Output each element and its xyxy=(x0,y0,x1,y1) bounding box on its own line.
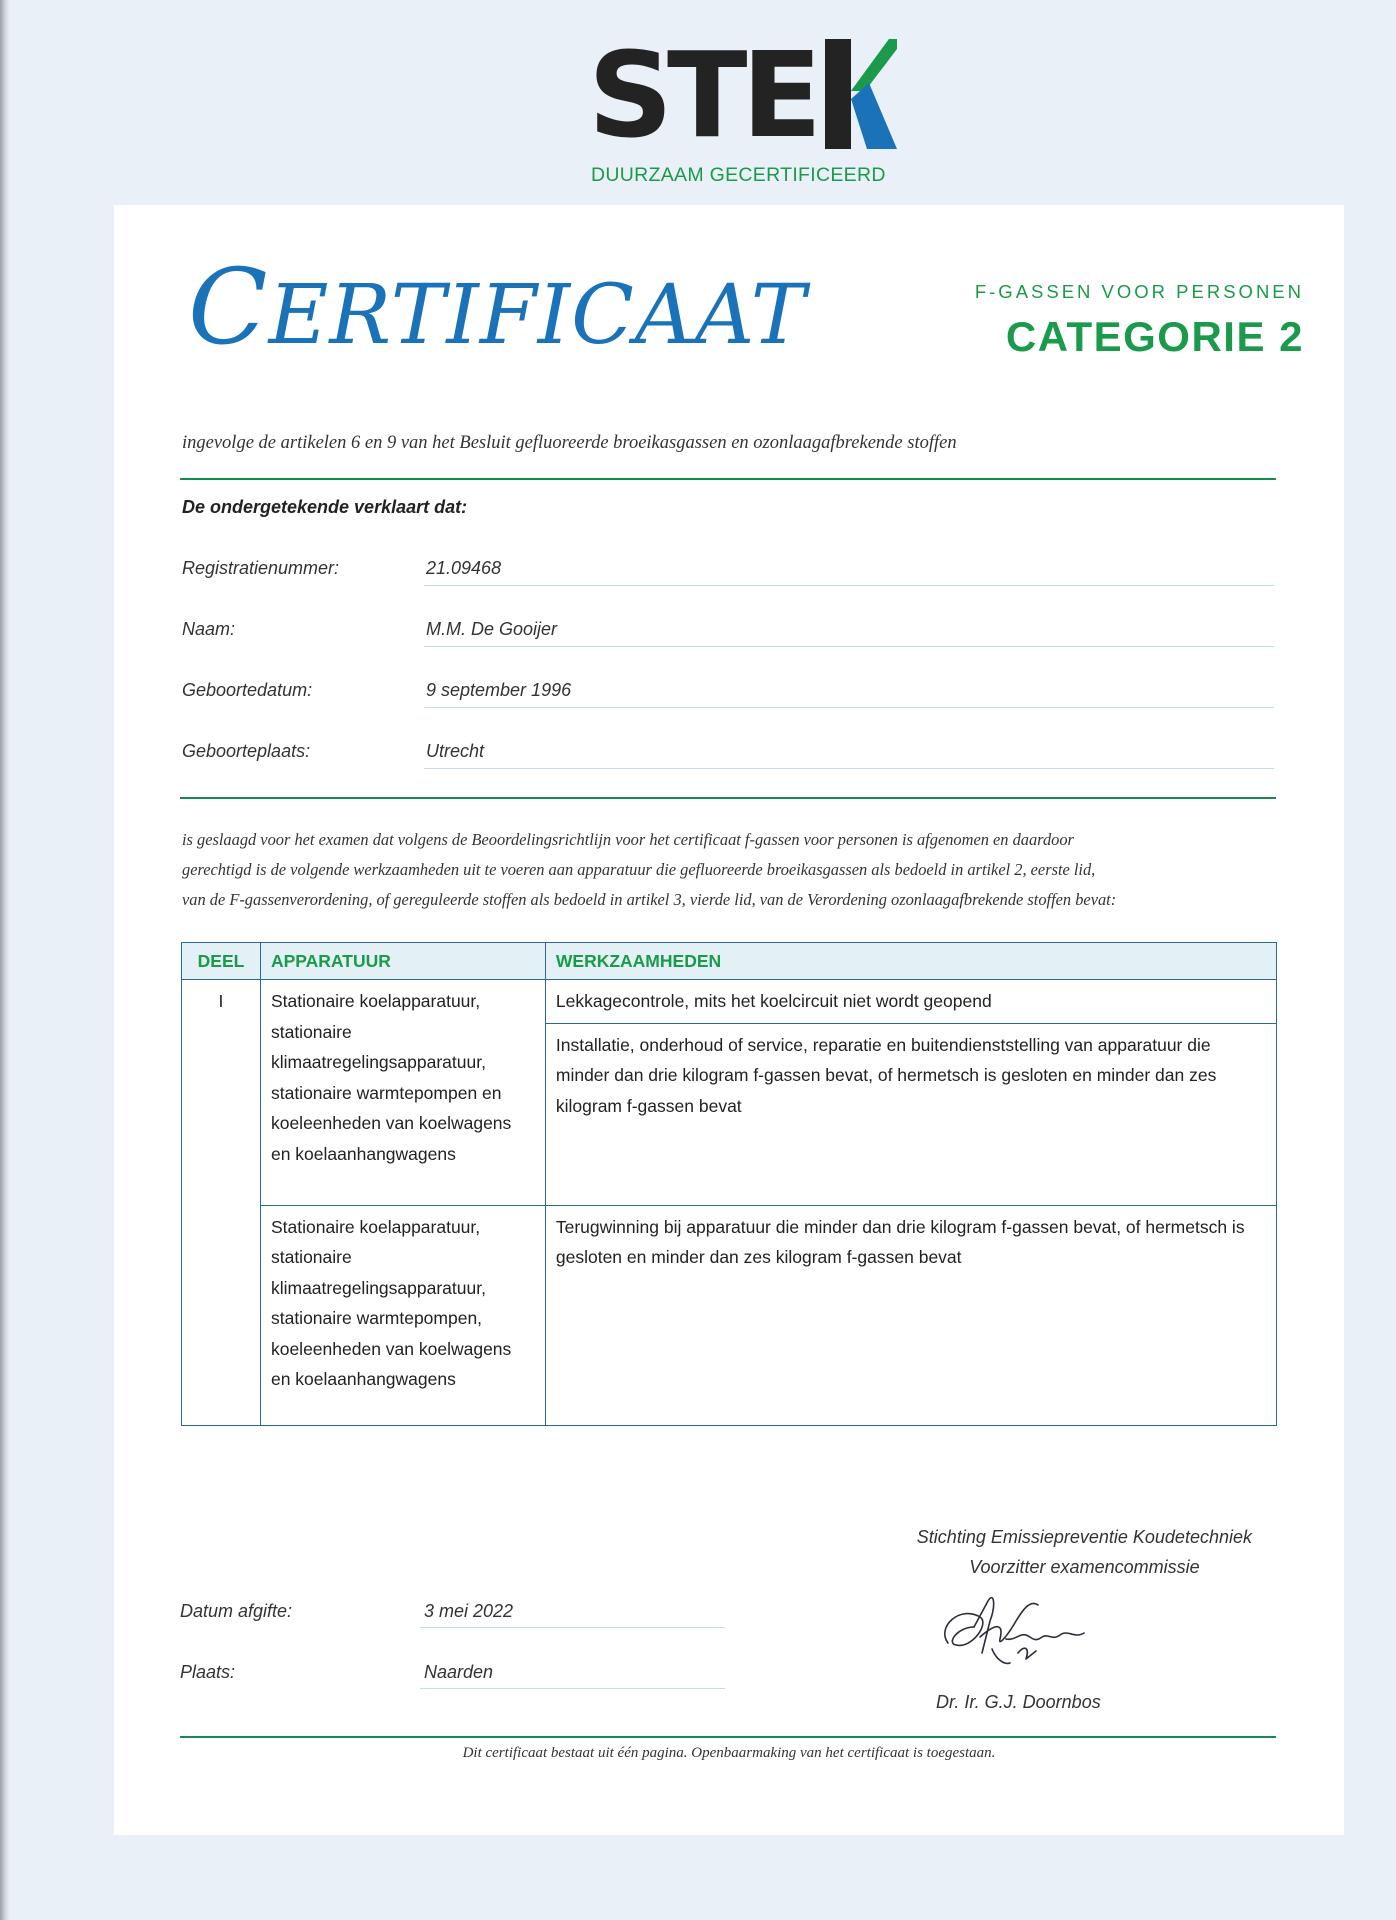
paragraph-line: van de F-gassenverordening, of gereguleerde stoffen als bedoeld in artikel 3, vierde lid, van de Verordening ozonlaagafbrekende stoffen bevat: xyxy=(182,890,1117,909)
category-subtitle: F-GASSEN VOOR PERSONEN xyxy=(974,281,1304,302)
activities-table xyxy=(181,942,1277,1426)
header-werkzaamheden: WERKZAAMHEDEN xyxy=(545,943,1276,980)
field-value-name: M.M. De Gooijer xyxy=(426,619,558,639)
header-deel: DEEL xyxy=(182,943,261,980)
header-apparatuur: APPARATUUR xyxy=(260,943,545,980)
field-underline xyxy=(424,646,1274,647)
logo-k-mark xyxy=(825,39,897,149)
table-row xyxy=(182,1205,1277,1425)
declaration: De ondergetekende verklaart dat: xyxy=(182,497,468,517)
handwritten-signature xyxy=(934,1583,1104,1673)
paragraph-line: is geslaagd voor het examen dat volgens de Beoordelingsrichtlijn voor het certificaat f-gassen voor personen is afgenomen en daardoor xyxy=(182,830,1074,849)
cell-werkzaamheden: Lekkagecontrole, mits het koelcircuit niet wordt geopend xyxy=(545,980,1276,1024)
logo-wordmark: STE xyxy=(588,26,817,164)
issue-date-label: Datum afgifte: xyxy=(180,1601,293,1621)
table-row xyxy=(182,980,1277,1024)
divider xyxy=(180,1736,1276,1738)
field-underline xyxy=(424,707,1274,708)
logo-tagline: DUURZAAM GECERTIFICEERD xyxy=(591,164,886,186)
signatory-role: Voorzitter examencommissie xyxy=(969,1557,1200,1577)
cell-apparatuur: Stationaire koelapparatuur, stationaire klimaatregelingsapparatuur, stationaire warmtepompen, koeleenheden van koelwagens en koelaanhangwagens xyxy=(260,1205,545,1425)
certificate-sheet xyxy=(114,205,1344,1835)
qualification-text xyxy=(182,825,1282,915)
legal-basis: ingevolge de artikelen 6 en 9 van het Besluit gefluoreerde broeikasgassen en ozonlaagafbrekende stoffen xyxy=(182,433,957,453)
signatory-block xyxy=(917,1522,1252,1582)
category-title: CATEGORIE 2 xyxy=(1005,313,1304,360)
field-value-birthdate: 9 september 1996 xyxy=(426,680,572,700)
field-label-name: Naam: xyxy=(182,619,236,639)
field-label-birthdate: Geboortedatum: xyxy=(182,680,313,700)
field-underline xyxy=(420,1627,725,1628)
cell-werkzaamheden: Terugwinning bij apparatuur die minder dan drie kilogram f-gassen bevat, of hermetsch is gesloten en minder dan zes kilogram f-gassen bevat xyxy=(545,1205,1276,1425)
field-underline xyxy=(424,768,1274,769)
field-underline xyxy=(424,585,1274,586)
footer-note: Dit certificaat bestaat uit één pagina. Openbaarmaking van het certificaat is toegestaan. xyxy=(462,1745,996,1761)
paragraph-line: gerechtigd is de volgende werkzaamheden uit te voeren aan apparatuur die gefluoreerde broeikasgassen als bedoeld in artikel 2, eerste lid, xyxy=(182,860,1096,879)
header xyxy=(0,0,1396,205)
title-initial: C xyxy=(188,246,269,368)
scan-edge xyxy=(0,0,10,1920)
signatory-name: Dr. Ir. G.J. Doornbos xyxy=(936,1692,1101,1712)
divider xyxy=(180,478,1276,480)
field-value-birthplace: Utrecht xyxy=(426,741,485,761)
cell-werkzaamheden: Installatie, onderhoud of service, reparatie en buitendienststelling van apparatuur die minder dan drie kilogram f-gassen bevat, of hermetsch is gesloten en minder dan zes kilogram f-gassen bevat xyxy=(545,1023,1276,1205)
field-label-registration: Registratienummer: xyxy=(182,558,340,578)
stek-logo xyxy=(588,26,898,191)
field-label-birthplace: Geboorteplaats: xyxy=(182,741,311,761)
table-header-row xyxy=(182,943,1277,980)
field-value-registration: 21.09468 xyxy=(426,558,502,578)
title-rest: ERTIFICAAT xyxy=(268,268,807,363)
issue-date-value: 3 mei 2022 xyxy=(424,1601,514,1621)
field-underline xyxy=(420,1688,725,1689)
organisation-name: Stichting Emissiepreventie Koudetechniek xyxy=(916,1527,1252,1547)
issue-place-value: Naarden xyxy=(424,1662,494,1682)
divider xyxy=(180,797,1276,799)
cell-apparatuur: Stationaire koelapparatuur, stationaire klimaatregelingsapparatuur, stationaire warmtepompen en koeleenheden van koelwagens en koelaanhangwagens xyxy=(260,980,545,1206)
certificate-title xyxy=(188,246,807,368)
cell-deel: I xyxy=(182,980,261,1426)
issue-place-label: Plaats: xyxy=(180,1662,236,1682)
